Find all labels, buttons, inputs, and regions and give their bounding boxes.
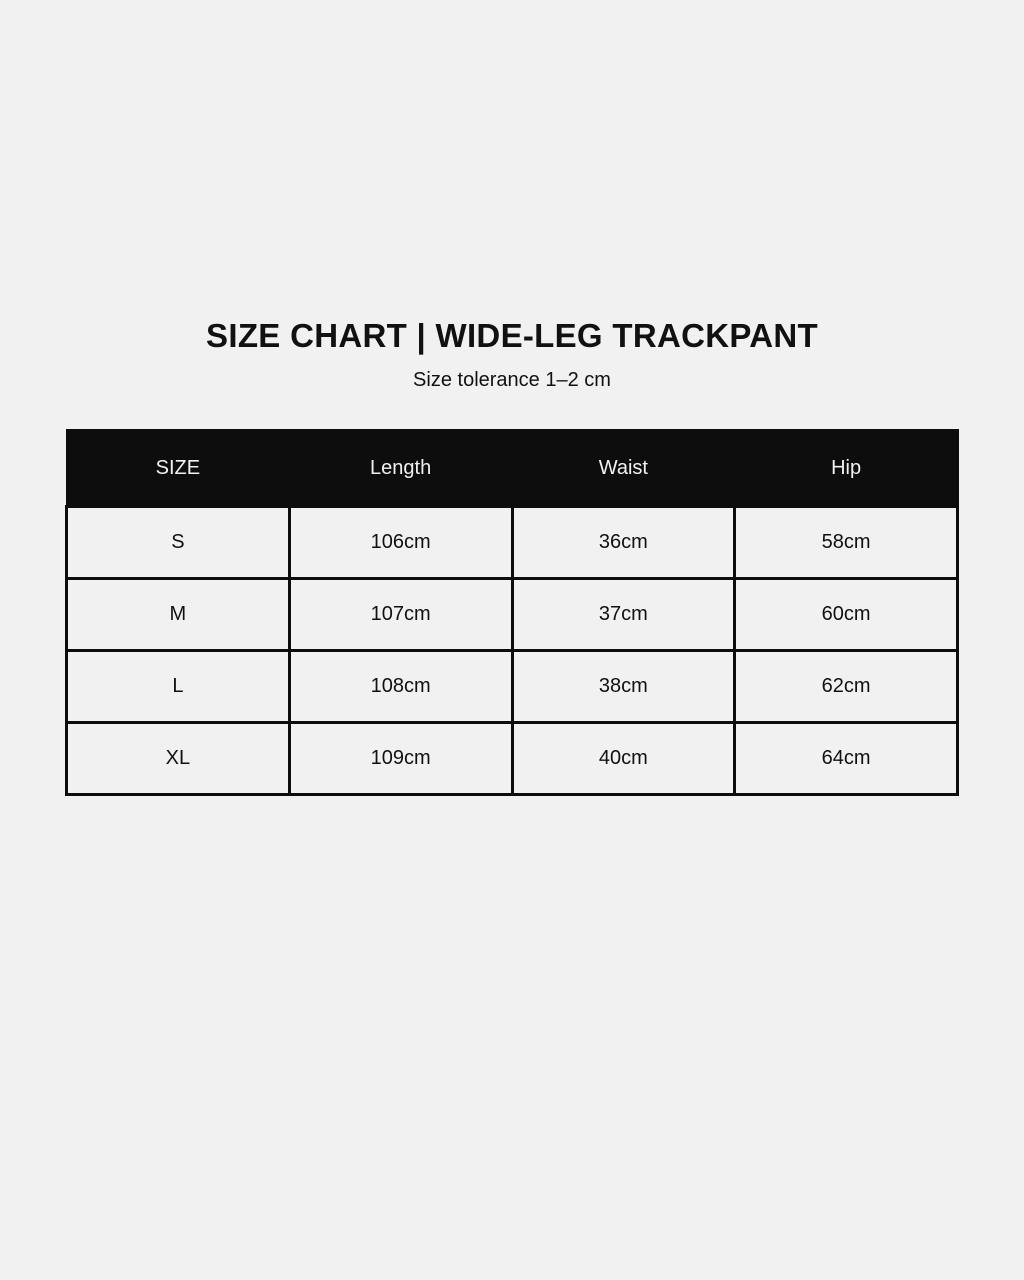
- cell-size: XL: [67, 723, 290, 795]
- cell-size: S: [67, 507, 290, 579]
- cell-waist: 36cm: [512, 507, 735, 579]
- cell-hip: 62cm: [735, 651, 958, 723]
- header-waist: Waist: [512, 430, 735, 507]
- size-tolerance-note: Size tolerance 1–2 cm: [413, 369, 611, 391]
- table-row: [67, 507, 958, 579]
- page-title: SIZE CHART | WIDE-LEG TRACKPANT: [206, 317, 818, 354]
- cell-size: M: [67, 579, 290, 651]
- cell-hip: 64cm: [735, 723, 958, 795]
- header-size: SIZE: [67, 430, 290, 507]
- cell-waist: 37cm: [512, 579, 735, 651]
- cell-hip: 60cm: [735, 579, 958, 651]
- table-row: [67, 723, 958, 795]
- cell-length: 107cm: [289, 579, 512, 651]
- header-hip: Hip: [735, 430, 958, 507]
- cell-length: 106cm: [289, 507, 512, 579]
- cell-length: 108cm: [289, 651, 512, 723]
- size-chart-table: [65, 429, 959, 796]
- cell-waist: 38cm: [512, 651, 735, 723]
- table-header-row: [67, 430, 958, 507]
- cell-size: L: [67, 651, 290, 723]
- cell-waist: 40cm: [512, 723, 735, 795]
- table-row: [67, 651, 958, 723]
- header-length: Length: [289, 430, 512, 507]
- table-row: [67, 579, 958, 651]
- cell-hip: 58cm: [735, 507, 958, 579]
- cell-length: 109cm: [289, 723, 512, 795]
